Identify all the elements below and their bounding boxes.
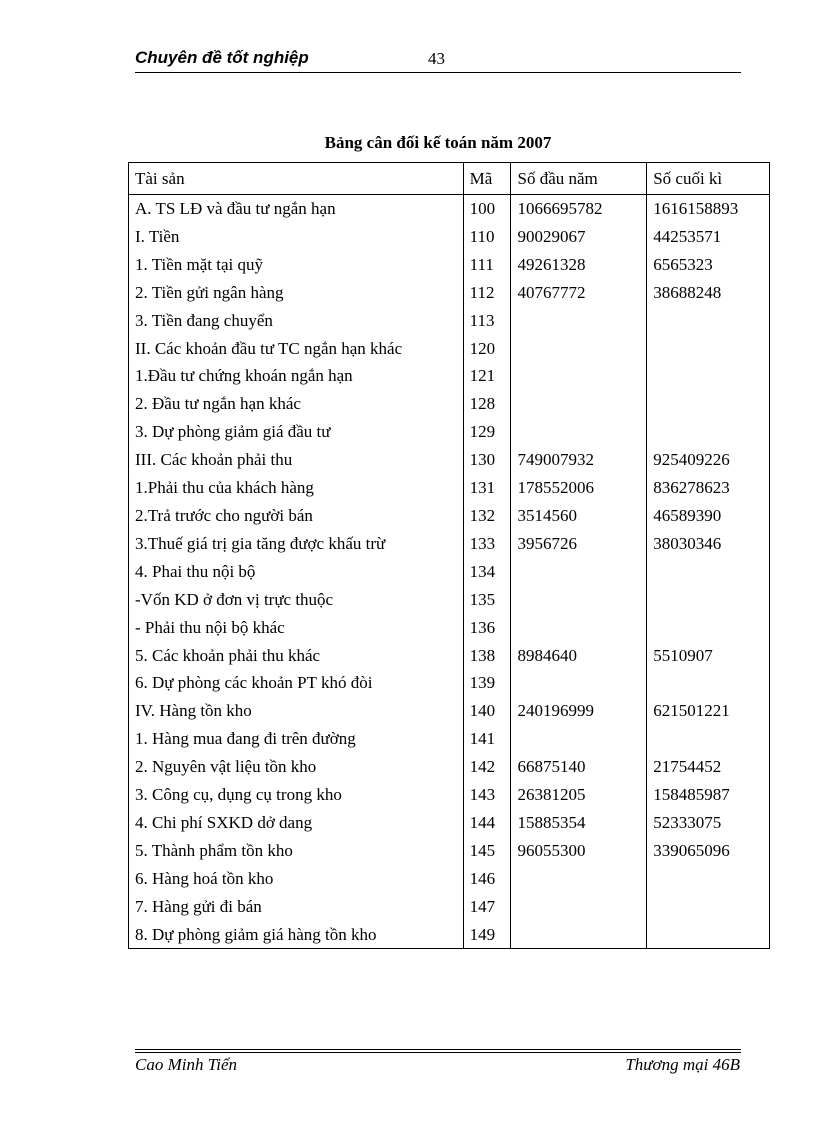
table-row xyxy=(129,390,770,418)
table-row xyxy=(129,474,770,502)
row-end-value: 38688248 xyxy=(647,279,770,307)
row-label: 2.Trả trước cho người bán xyxy=(129,502,464,530)
column-header: Tài sản xyxy=(129,163,464,195)
row-code: 138 xyxy=(463,642,511,670)
table-row xyxy=(129,530,770,558)
table-row xyxy=(129,781,770,809)
row-end-value: 44253571 xyxy=(647,223,770,251)
row-end-value xyxy=(647,921,770,949)
table-row xyxy=(129,809,770,837)
row-end-value: 6565323 xyxy=(647,251,770,279)
footer-rule xyxy=(135,1049,741,1050)
row-end-value: 1616158893 xyxy=(647,195,770,223)
row-label: A. TS LĐ và đầu tư ngắn hạn xyxy=(129,195,464,223)
row-code: 110 xyxy=(463,223,511,251)
row-code: 121 xyxy=(463,362,511,390)
table-row xyxy=(129,307,770,335)
row-label: 5. Thành phẩm tồn kho xyxy=(129,837,464,865)
row-code: 130 xyxy=(463,446,511,474)
row-code: 136 xyxy=(463,614,511,642)
row-code: 100 xyxy=(463,195,511,223)
row-start-value: 90029067 xyxy=(511,223,647,251)
row-code: 146 xyxy=(463,865,511,893)
row-code: 129 xyxy=(463,418,511,446)
table-row xyxy=(129,502,770,530)
row-start-value: 40767772 xyxy=(511,279,647,307)
table-row xyxy=(129,418,770,446)
row-label: IV. Hàng tồn kho xyxy=(129,697,464,725)
table-row xyxy=(129,669,770,697)
row-code: 133 xyxy=(463,530,511,558)
row-label: 7. Hàng gửi đi bán xyxy=(129,893,464,921)
table-row xyxy=(129,725,770,753)
row-label: 2. Đầu tư ngắn hạn khác xyxy=(129,390,464,418)
row-start-value: 3956726 xyxy=(511,530,647,558)
table-row xyxy=(129,195,770,223)
table-row xyxy=(129,446,770,474)
row-end-value xyxy=(647,865,770,893)
row-label: 1. Tiền mặt tại quỹ xyxy=(129,251,464,279)
row-end-value: 158485987 xyxy=(647,781,770,809)
row-label: -Vốn KD ở đơn vị trực thuộc xyxy=(129,586,464,614)
row-label: I. Tiền xyxy=(129,223,464,251)
row-label: III. Các khoản phải thu xyxy=(129,446,464,474)
row-start-value xyxy=(511,418,647,446)
row-end-value: 46589390 xyxy=(647,502,770,530)
row-end-value: 925409226 xyxy=(647,446,770,474)
row-label: 1.Đầu tư chứng khoán ngắn hạn xyxy=(129,362,464,390)
row-code: 140 xyxy=(463,697,511,725)
row-end-value xyxy=(647,586,770,614)
row-end-value: 339065096 xyxy=(647,837,770,865)
footer-rule xyxy=(135,1052,741,1053)
table-row xyxy=(129,362,770,390)
row-start-value: 8984640 xyxy=(511,642,647,670)
row-end-value: 52333075 xyxy=(647,809,770,837)
row-end-value xyxy=(647,614,770,642)
table-row xyxy=(129,642,770,670)
row-start-value xyxy=(511,335,647,363)
row-start-value: 178552006 xyxy=(511,474,647,502)
table-row xyxy=(129,335,770,363)
row-end-value: 5510907 xyxy=(647,642,770,670)
row-end-value: 836278623 xyxy=(647,474,770,502)
row-end-value xyxy=(647,669,770,697)
row-start-value: 3514560 xyxy=(511,502,647,530)
footer-author: Cao Minh Tiến xyxy=(135,1055,238,1074)
row-label: 1.Phải thu của khách hàng xyxy=(129,474,464,502)
row-end-value: 38030346 xyxy=(647,530,770,558)
row-end-value xyxy=(647,335,770,363)
row-start-value: 49261328 xyxy=(511,251,647,279)
table-row xyxy=(129,279,770,307)
row-label: 1. Hàng mua đang đi trên đường xyxy=(129,725,464,753)
row-start-value: 1066695782 xyxy=(511,195,647,223)
row-start-value: 240196999 xyxy=(511,697,647,725)
row-end-value xyxy=(647,558,770,586)
table-row xyxy=(129,697,770,725)
row-end-value xyxy=(647,725,770,753)
table-row xyxy=(129,251,770,279)
row-code: 147 xyxy=(463,893,511,921)
table-row xyxy=(129,614,770,642)
row-start-value xyxy=(511,921,647,949)
row-end-value: 621501221 xyxy=(647,697,770,725)
row-label: 2. Tiền gửi ngân hàng xyxy=(129,279,464,307)
row-code: 132 xyxy=(463,502,511,530)
row-start-value: 15885354 xyxy=(511,809,647,837)
row-start-value xyxy=(511,362,647,390)
row-label: 3. Dự phòng giảm giá đầu tư xyxy=(129,418,464,446)
table-header-row xyxy=(129,163,770,195)
table-row xyxy=(129,753,770,781)
row-code: 131 xyxy=(463,474,511,502)
row-label: 3. Tiền đang chuyển xyxy=(129,307,464,335)
row-code: 141 xyxy=(463,725,511,753)
row-start-value xyxy=(511,307,647,335)
table-row xyxy=(129,558,770,586)
column-header: Mã xyxy=(463,163,511,195)
table-row xyxy=(129,865,770,893)
row-code: 134 xyxy=(463,558,511,586)
row-end-value xyxy=(647,893,770,921)
table-row xyxy=(129,223,770,251)
column-header: Số cuối kì xyxy=(647,163,770,195)
row-label: 6. Dự phòng các khoản PT khó đòi xyxy=(129,669,464,697)
row-label: 4. Chi phí SXKD dở dang xyxy=(129,809,464,837)
row-code: 149 xyxy=(463,921,511,949)
row-end-value xyxy=(647,418,770,446)
row-label: 6. Hàng hoá tồn kho xyxy=(129,865,464,893)
header-title: Chuyên đề tốt nghiệp xyxy=(135,48,309,67)
page-number: 43 xyxy=(428,49,445,68)
row-start-value xyxy=(511,390,647,418)
page-header xyxy=(135,48,741,72)
row-label: 3. Công cụ, dụng cụ trong kho xyxy=(129,781,464,809)
row-start-value xyxy=(511,893,647,921)
table-row xyxy=(129,837,770,865)
row-code: 145 xyxy=(463,837,511,865)
row-code: 113 xyxy=(463,307,511,335)
row-code: 144 xyxy=(463,809,511,837)
row-start-value: 26381205 xyxy=(511,781,647,809)
row-start-value: 749007932 xyxy=(511,446,647,474)
row-start-value xyxy=(511,669,647,697)
row-code: 139 xyxy=(463,669,511,697)
table-row xyxy=(129,586,770,614)
row-start-value: 66875140 xyxy=(511,753,647,781)
row-start-value xyxy=(511,865,647,893)
row-label: 5. Các khoản phải thu khác xyxy=(129,642,464,670)
row-end-value xyxy=(647,362,770,390)
header-rule xyxy=(135,72,741,73)
table-row xyxy=(129,893,770,921)
row-code: 120 xyxy=(463,335,511,363)
row-end-value xyxy=(647,307,770,335)
row-label: 3.Thuế giá trị gia tăng được khấu trừ xyxy=(129,530,464,558)
row-start-value xyxy=(511,725,647,753)
row-code: 143 xyxy=(463,781,511,809)
row-code: 112 xyxy=(463,279,511,307)
row-start-value xyxy=(511,586,647,614)
row-label: 4. Phai thu nội bộ xyxy=(129,558,464,586)
row-code: 142 xyxy=(463,753,511,781)
row-start-value xyxy=(511,614,647,642)
row-start-value: 96055300 xyxy=(511,837,647,865)
row-end-value xyxy=(647,390,770,418)
column-header: Số đầu năm xyxy=(511,163,647,195)
footer-class: Thương mại 46B xyxy=(625,1055,740,1074)
row-label: 2. Nguyên vật liệu tồn kho xyxy=(129,753,464,781)
row-code: 135 xyxy=(463,586,511,614)
table-title: Bảng cân đối kế toán năm 2007 xyxy=(324,133,552,152)
table-row xyxy=(129,921,770,949)
row-start-value xyxy=(511,558,647,586)
row-code: 128 xyxy=(463,390,511,418)
row-label: - Phải thu nội bộ khác xyxy=(129,614,464,642)
row-label: 8. Dự phòng giảm giá hàng tồn kho xyxy=(129,921,464,949)
row-end-value: 21754452 xyxy=(647,753,770,781)
balance-sheet-table xyxy=(128,162,770,949)
row-code: 111 xyxy=(463,251,511,279)
row-label: II. Các khoản đầu tư TC ngắn hạn khác xyxy=(129,335,464,363)
